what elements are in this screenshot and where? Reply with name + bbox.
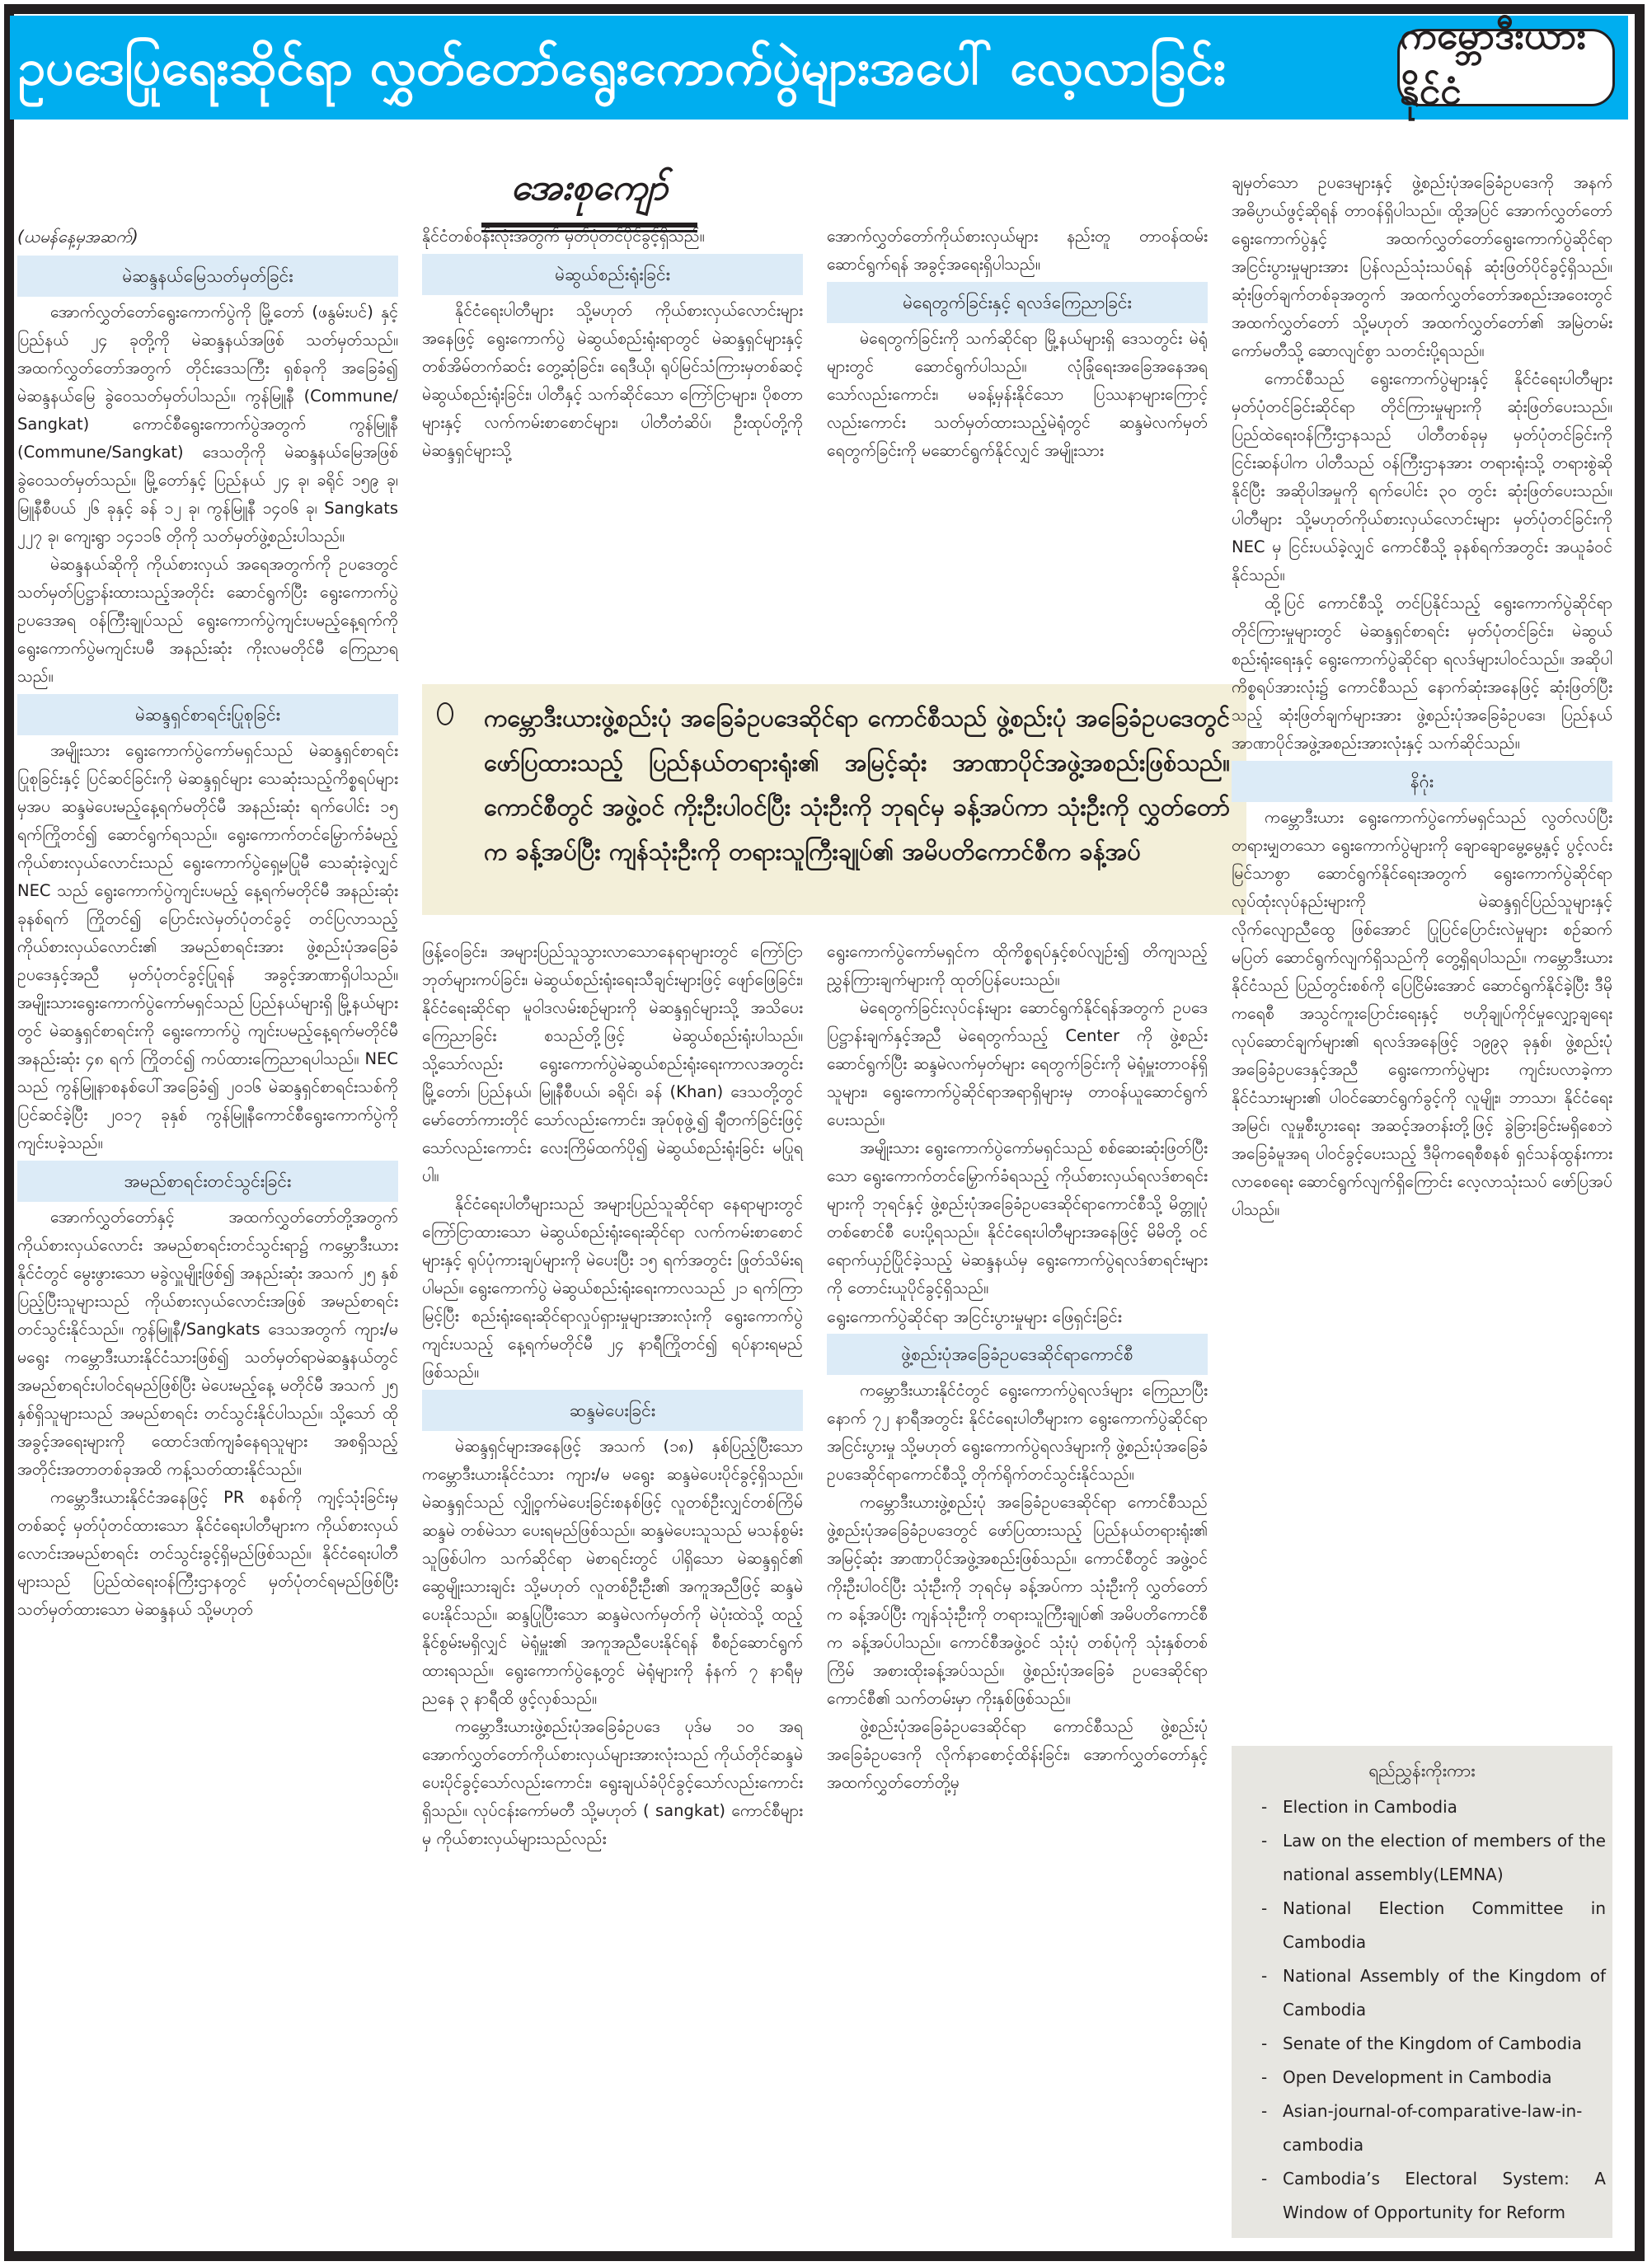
paragraph: မဲဆန္ဒရှင်များအနေဖြင့် အသက် (၁၈) နှစ်ပြည့်ပြီးသော ကမ္ဘောဒီးယားနိုင်ငံသား ကျား/မ မရွေး ဆန္ဒမဲပေးပိုင်ခွင့်ရှိသည်။ မဲဆန္ဒရှင်သည် လျှို့ဝှက်မဲပေးခြင်းစနစ်ဖြင့် လူတစ်ဦးလျှင်တစ်ကြိမ် ဆန္ဒမဲ တစ်မဲသာ ပေးရမည်ဖြစ်သည်။ ဆန္ဒမဲပေးသူသည် မသန်စွမ်းသူဖြစ်ပါက သက်ဆိုင်ရာ မဲစာရင်းတွင် ပါရှိသော မဲဆန္ဒရှင်၏ ဆွေမျိုးသားချင်း သို့မဟုတ် လူတစ်ဦးဦး၏ အကူအညီဖြင့် ဆန္ဒမဲပေးနိုင်သည်။ ဆန္ဒပြုပြီးသော ဆန္ဒမဲလက်မှတ်ကို မဲပုံးထဲသို့ ထည့်နိုင်စွမ်းမရှိလျှင် မဲရုံမှူး၏ အကူအညီပေးနိုင်ရန် စီစဉ်ဆောင်ရွက်ထားရသည်။ ရွေးကောက်ပွဲနေ့တွင် မဲရုံများကို နံနက် ၇ နာရီမှ ညနေ ၃ နာရီထိ ဖွင့်လှစ်သည်။: [422, 1437, 803, 1708]
reference-item: - Asian-journal-of-comparative-law-in-cambodia: [1261, 2095, 1606, 2162]
reference-item: - National Election Committee in Cambodia: [1261, 1892, 1606, 1959]
sub-heading: ရွေးကောက်ပွဲဆိုင်ရာ အငြင်းပွားမှုများ ဖြေရှင်းခြင်း: [827, 1307, 1122, 1326]
section-heading: ဆန္ဒမဲပေးခြင်း: [422, 1390, 803, 1431]
paragraph: ဖွဲ့စည်းပုံအခြေခံဥပဒေဆိုင်ရာ ကောင်စီသည် ဖွဲ့စည်းပုံအခြေခံဥပဒေကို လိုက်နာစောင့်ထိန်းခြင်း၊ အောက်လွှတ်တော်နှင့် အထက်လွှတ်တော်တို့မှ: [827, 1717, 1208, 1792]
title-banner: [10, 13, 1628, 120]
paragraph: အမျိုးသား ရွေးကောက်ပွဲကော်မရှင်သည် မဲဆန္ဒရှင်စာရင်း ပြုစုခြင်းနှင့် ပြင်ဆင်ခြင်းကို မဲဆန္ဒရှင်များ သေဆုံးသည့်ကိစ္စရပ်များမှအပ ဆန္ဒမဲပေးမည့်နေ့ရက်မတိုင်မီ အနည်းဆုံး ရက်ပေါင်း ၁၅ ရက်ကြိုတင်၍ ဆောင်ရွက်ရသည်။ ရွေးကောက်တင်မြှောက်ခံမည့် ကိုယ်စားလှယ်လောင်းသည် ရွေးကောက်ပွဲရှေ့မပြုမီ သေဆုံးခဲ့လျှင် NEC သည် ရွေးကောက်ပွဲကျင်းပမည့် နေ့ရက်မတိုင်မီ အနည်းဆုံး ခုနစ်ရက် ကြိုတင်၍ ပြောင်းလဲမှတ်ပုံတင်ခွင့် တင်ပြလာသည့် ကိုယ်စားလှယ်လောင်း၏ အမည်စာရင်းအား ဖွဲ့စည်းပုံအခြေခံ ဥပဒေနှင့်အညီ မှတ်ပုံတင်ခွင့်ပြုရန် အခွင့်အာဏာရှိပါသည်။ အမျိုးသားရွေးကောက်ပွဲကော်မရှင်သည် ပြည်နယ်များရှိ မြို့နယ်များတွင် မဲဆန္ဒရှင်စာရင်းကို ရွေးကောက်ပွဲ ကျင်းပမည့်နေ့ရက်မတိုင်မီ အနည်းဆုံး ၄၈ ရက် ကြိုတင်၍ ကပ်ထားကြေညာရပါသည်။ NEC သည် ကွန်မြူနာစနစ်ပေါ်အခြေခံ၍ ၂၀၁၆ မဲဆန္ဒရှင်စာရင်းသစ်ကို ပြင်ဆင်ခဲ့ပြီး ၂၀၁၇ ခုနှစ် ကွန်မြူနီကောင်စီရွေးကောက်ပွဲကို ကျင်းပခဲ့သည်။: [17, 741, 398, 1152]
article-title: ဥပဒေပြုရေးဆိုင်ရာ လွှတ်တော်ရွေးကောက်ပွဲများအပေါ် လေ့လာခြင်း: [18, 39, 1227, 96]
references-list: [1261, 1790, 1606, 2230]
paragraph: အောက်လွှတ်တော်ကိုယ်စားလှယ်များ နည်းတူ တာဝန်ထမ်းဆောင်ရွက်ရန် အခွင့်အရေးရှိပါသည်။: [827, 227, 1208, 274]
paragraph: မဲရေတွက်ခြင်းကို သက်ဆိုင်ရာ မြို့နယ်များရှိ ဒေသတွင်း မဲရုံများတွင် ဆောင်ရွက်ပါသည်။ လုံခြုံရေးအခြေအနေအရသော်လည်းကောင်း၊ မခန့်မှန်းနိုင်သော ပြဿနာများကြောင့်လည်းကောင်း သတ်မှတ်ထားသည့်မဲရုံတွင် ဆန္ဒမဲလက်မှတ် ရေတွက်ခြင်းကို မဆောင်ရွက်နိုင်လျှင် အမျိုးသား: [827, 329, 1208, 460]
paragraph: မဲဆန္ဒနယ်ဆိုကို ကိုယ်စားလှယ် အရေအတွက်ကို ဥပဒေတွင် သတ်မှတ်ပြဋ္ဌာန်းထားသည့်အတိုင်း ဆောင်ရွက်ပြီး ရွေးကောက်ပွဲဥပဒေအရ ဝန်ကြီးချုပ်သည် ရွေးကောက်ပွဲကျင်းပမည့်နေ့ရက်ကို ရွေးကောက်ပွဲမကျင်းပမီ အနည်းဆုံး ကိုးလမတိုင်မီ ကြေညာရသည်။: [17, 555, 398, 686]
paragraph: အောက်လွှတ်တော်ရွေးကောက်ပွဲကို မြို့တော် (ဖနွမ်းပင်) နှင့် ပြည်နယ် ၂၄ ခုတို့ကို မဲဆန္ဒနယ်အဖြစ် သတ်မှတ်သည်။ အထက်လွှတ်တော်အတွက် တိုင်းဒေသကြီး ရှစ်ခုကို အခြေခံ၍ မဲဆန္ဒနယ်မြေ ခွဲဝေသတ်မှတ်ပါသည်။ ကွန်မြူနီ (Commune/ Sangkat) ကောင်စီရွေးကောက်ပွဲအတွက် ကွန်မြူနီ (Commune/Sangkat) ဒေသတိုကို မဲဆန္ဒနယ်မြေအဖြစ် ခွဲဝေသတ်မှတ်သည်။ မြို့တော်နှင့် ပြည်နယ် ၂၄ ခု၊ ခရိုင် ၁၅၉ ခု၊ မြူနီစီပယ် ၂၆ ခုနှင့် ခန် ၁၂ ခု၊ ကွန်မြူနီ ၁၄၀၆ ခု၊ Sangkats ၂၂၇ ခု၊ ကျေးရွာ ၁၄၁၁၆ တိုကို သတ်မှတ်ဖွဲ့စည်းပါသည်။: [17, 303, 398, 546]
dash-bullet-icon: -: [1261, 2034, 1268, 2053]
circle-bullet-icon: [437, 702, 453, 725]
section-heading: မဲရေတွက်ခြင်းနှင့် ရလဒ်ကြေညာခြင်း: [827, 282, 1208, 323]
reference-item: - Cambodia’s Electoral System: A Window of Opportunity for Reform: [1261, 2162, 1606, 2230]
dash-bullet-icon: -: [1261, 2101, 1268, 2121]
section-heading: ဖွဲ့စည်းပုံအခြေခံဥပဒေဆိုင်ရာကောင်စီ: [827, 1334, 1208, 1375]
section-heading: နိဂုံး: [1232, 761, 1612, 802]
references-title: ရည်ညွှန်းကိုးကား: [1368, 1761, 1476, 1780]
section-heading: မဲဆန္ဒနယ်မြေသတ်မှတ်ခြင်း: [17, 256, 398, 297]
paragraph: ကမ္ဘောဒီးယားနိုင်ငံအနေဖြင့် PR စနစ်ကို ကျင့်သုံးခြင်းမှတစ်ဆင့် မှတ်ပုံတင်ထားသော နိုင်ငံရေးပါတီများက ကိုယ်စားလှယ်လောင်းအမည်စာရင်း တင်သွင်းခွင့်ရှိမည်ဖြစ်သည်။ နိုင်ငံရေးပါတီများသည် ပြည်ထဲရေးဝန်ကြီးဌာနတွင် မှတ်ပုံတင်ရမည်ဖြစ်ပြီး သတ်မှတ်ထားသော မဲဆန္ဒနယ် သို့မဟုတ်: [17, 1488, 398, 1619]
country-label: ကမ္ဘောဒီးယားနိုင်ငံ: [1397, 29, 1615, 106]
paragraph: ကမ္ဘောဒီးယားနိုင်ငံတွင် ရွေးကောက်ပွဲရလဒ်များ ကြေညာပြီးနောက် ၇၂ နာရီအတွင်း နိုင်ငံရေးပါတီများက ရွေးကောက်ပွဲဆိုင်ရာ အငြင်းပွားမှု သို့မဟုတ် ရွေးကောက်ပွဲရလဒ်များကို ဖွဲ့စည်းပုံအခြေခံဥပဒေဆိုင်ရာကောင်စီသို့ တိုက်ရိုက်တင်သွင်းနိုင်သည်။: [827, 1381, 1208, 1484]
author-name: အေးစုကျော်: [510, 167, 669, 209]
section-heading: မဲဆန္ဒရှင်စာရင်းပြုစုခြင်း: [17, 694, 398, 735]
paragraph: အမျိုးသား ရွေးကောက်ပွဲကော်မရှင်သည် စစ်ဆေးဆုံးဖြတ်ပြီးသော ရွေးကောက်တင်မြှောက်ခံရသည့် ကိုယ်စားလှယ်ရလဒ်စာရင်းများကို ဘုရင်နှင့် ဖွဲ့စည်းပုံအခြေခံဥပဒေဆိုင်ရာကောင်စီသို့ မိတ္တူပုံတစ်စောင်စီ ပေးပို့ရသည်။ နိုင်ငံရေးပါတီများအနေဖြင့် မိမိတို့ ဝင်ရောက်ယှဉ်ပြိုင်ခဲ့သည့် မဲဆန္ဒနယ်မှ ရွေးကောက်ပွဲရလဒ်စာရင်းများကို တောင်းယူပိုင်ခွင့်ရှိသည်။: [827, 1138, 1208, 1297]
column-3-bottom: [827, 938, 1208, 1797]
reference-item: - Election in Cambodia: [1261, 1790, 1606, 1824]
paragraph: ကောင်စီသည် ရွေးကောက်ပွဲများနှင့် နိုင်ငံရေးပါတီများမှတ်ပုံတင်ခြင်းဆိုင်ရာ တိုင်ကြားမှုများကို ဆုံးဖြတ်ပေးသည်။ ပြည်ထဲရေးဝန်ကြီးဌာနသည် ပါတီတစ်ခုမှ မှတ်ပုံတင်ခြင်းကို ငြင်းဆန်ပါက ပါတီသည် ဝန်ကြီးဌာနအား တရားရုံးသို့ တရားစွဲဆို နိုင်ပြီး အဆိုပါအမှုကို ရက်ပေါင်း ၃၀ တွင်း ဆုံးဖြတ်ပေးသည်။ ပါတီများ သို့မဟုတ်ကိုယ်စားလှယ်လောင်းများ မှတ်ပုံတင်ခြင်းကို NEC မှ ငြင်းပယ်ခဲ့လျှင် ကောင်စီသို့ ခုနစ်ရက်အတွင်း အယူခံဝင်နိုင်သည်။: [1232, 369, 1612, 584]
reference-item: - National Assembly of the Kingdom of Cambodia: [1261, 1959, 1606, 2027]
paragraph: ထို့ပြင် ကောင်စီသို့ တင်ပြနိုင်သည့် ရွေးကောက်ပွဲဆိုင်ရာ တိုင်ကြားမှုများတွင် မဲဆန္ဒရှင်စာရင်း မှတ်ပုံတင်ခြင်း၊ မဲဆွယ်စည်းရုံးရေးနှင့် ရွေးကောက်ပွဲဆိုင်ရာ ရလဒ်များပါဝင်သည်။ အဆိုပါကိစ္စရပ်အားလုံး၌ ကောင်စီသည် နောက်ဆုံးအနေဖြင့် ဆုံးဖြတ်ပြီးသည့် ဆုံးဖြတ်ချက်များအား ဖွဲ့စည်းပုံအခြေခံဥပဒေ၊ ပြည်နယ်အာဏာပိုင်အဖွဲ့အစည်းအားလုံးနှင့် သက်ဆိုင်သည်။: [1232, 593, 1612, 753]
paragraph: ရွေးကောက်ပွဲကော်မရှင်က ထိုကိစ္စရပ်နှင့်စပ်လျဉ်း၍ တိကျသည့်ညွှန်ကြားချက်များကို ထုတ်ပြန်ပေးသည်။: [827, 942, 1208, 989]
column-2-bottom: [422, 938, 803, 1853]
paragraph: နိုင်ငံရေးပါတီများသည် အများပြည်သူဆိုင်ရာ နေရာများတွင် ကြော်ငြာထားသော မဲဆွယ်စည်းရုံးရေးဆိုင်ရာ လက်ကမ်းစာစောင်များနှင့် ရုပ်ပုံကားချပ်များကို မဲပေးပြီး ၁၅ ရက်အတွင်း ဖြုတ်သိမ်းရပါမည်။ ရွေးကောက်ပွဲ မဲဆွယ်စည်းရုံးရေးကာလသည် ၂၁ ရက်ကြာမြင့်ပြီး စည်းရုံးရေးဆိုင်ရာလှုပ်ရှားမှုများအားလုံးကို ရွေးကောက်ပွဲကျင်းပသည့် နေ့ရက်မတိုင်မီ ၂၄ နာရီကြိုတင်၍ ရပ်နားရမည်ဖြစ်သည်။: [422, 1194, 803, 1382]
paragraph: ကမ္ဘောဒီးယားဖွဲ့စည်းပုံ အခြေခံဥပဒေဆိုင်ရာ ကောင်စီသည် ဖွဲ့စည်းပုံအခြေခံဥပဒေတွင် ဖော်ပြထားသည့် ပြည်နယ်တရားရုံး၏ အမြင့်ဆုံး အာဏာပိုင်အဖွဲ့အစည်းဖြစ်သည်။ ကောင်စီတွင် အဖွဲ့ဝင် ကိုးဦးပါဝင်ပြီး သုံးဦးကို ဘုရင်မှ ခန့်အပ်ကာ သုံးဦးကို လွှတ်တော်က ခန့်အပ်ပြီး ကျန်သုံးဦးကို တရားသူကြီးချုပ်၏ အမိပတိကောင်စီက ခန့်အပ်ပါသည်။ ကောင်စီအဖွဲ့ဝင် သုံးပုံ တစ်ပုံကို သုံးနှစ်တစ်ကြိမ် အစားထိုးခန့်အပ်သည်။ ဖွဲ့စည်းပုံအခြေခံ ဥပဒေဆိုင်ရာကောင်စီ၏ သက်တမ်းမှာ ကိုးနှစ်ဖြစ်သည်။: [827, 1493, 1208, 1708]
reference-item: - Open Development in Cambodia: [1261, 2061, 1606, 2095]
paragraph: နိုင်ငံရေးပါတီများ သို့မဟုတ် ကိုယ်စားလှယ်လောင်းများအနေဖြင့် ရွေးကောက်ပွဲ မဲဆွယ်စည်းရုံးရာတွင် မဲဆန္ဒရှင်များနှင့် တစ်အိမ်တက်ဆင်း တွေ့ဆုံခြင်း၊ ရေဒီယို၊ ရုပ်မြင်သံကြားမှတစ်ဆင့် မဲဆွယ်စည်းရုံးခြင်း၊ ပါတီနှင့် သက်ဆိုင်သော ကြော်ငြာများ၊ ပိုစတာများနှင့် လက်ကမ်းစာစောင်များ၊ ပါတီတံဆိပ်၊ ဦးထုပ်တို့ကို မဲဆန္ဒရှင်များသို့: [422, 301, 803, 460]
dash-bullet-icon: -: [1261, 1831, 1268, 1851]
continued-note: (ယမန်နေ့မှအဆက်): [17, 227, 138, 246]
paragraph: အောက်လွှတ်တော်နှင့် အထက်လွှတ်တော်တို့အတွက် ကိုယ်စားလှယ်လောင်း အမည်စာရင်းတင်သွင်းရာ၌ ကမ္ဘောဒီးယားနိုင်ငံတွင် မွေးဖွားသော မခွဲလှူမျိုးဖြစ်၍ အနည်းဆုံး အသက် ၂၅ နှစ်ပြည့်ပြီးသူများသည် ကိုယ်စားလှယ်လောင်းအဖြစ် အမည်စာရင်း တင်သွင်းနိုင်သည်။ ကွန်မြူနီ/Sangkats ဒေသအတွက် ကျား/မ မရွေး ကမ္ဘောဒီးယားနိုင်ငံသားဖြစ်၍ သတ်မှတ်ရာမဲဆန္ဒနယ်တွင် အမည်စာရင်းပါဝင်ရမည်ဖြစ်ပြီး မဲပေးမည့်နေ့ မတိုင်မီ အသက် ၂၅ နှစ်ရှိသူများသည် အမည်စာရင်း တင်သွင်းနိုင်ပါသည်။ သို့သော် ထိုအခွင့်အရေးများကို ထောင်ဒဏ်ကျခံနေရသူများ အစရှိသည့် အတိုင်းအတာတစ်ခုအထိ ကန့်သတ်ထားနိုင်သည်။: [17, 1208, 398, 1479]
dash-bullet-icon: -: [1261, 1797, 1268, 1817]
paragraph: ကမ္ဘောဒီးယားဖွဲ့စည်းပုံအခြေခံဥပဒေ ပုဒ်မ ၁၀ အရ အောက်လွှတ်တော်ကိုယ်စားလှယ်များအားလုံးသည် ကိုယ်တိုင်ဆန္ဒမဲပေးပိုင်ခွင့်သော်လည်းကောင်း၊ ရွေးချယ်ခံပိုင်ခွင့်သော်လည်းကောင်း ရှိသည်။ လုပ်ငန်းကော်မတီ သို့မဟုတ် ( sangkat) ကောင်စီများမှ ကိုယ်စားလှယ်များသည်လည်း: [422, 1717, 803, 1848]
column-1: [17, 223, 398, 1624]
column-2-top: [422, 223, 803, 465]
dash-bullet-icon: -: [1261, 1898, 1268, 1918]
paragraph: ကမ္ဘောဒီးယား ရွေးကောက်ပွဲကော်မရှင်သည် လွတ်လပ်ပြီး တရားမျှတသော ရွေးကောက်ပွဲများကို ချောချောမွေ့မွေ့နှင့် ပွင့်လင်းမြင်သာစွာ ဆောင်ရွက်နိုင်ရေးအတွက် ရွေးကောက်ပွဲဆိုင်ရာ လုပ်ထုံးလုပ်နည်းများကို မဲဆန္ဒရှင်ပြည်သူများနှင့် လိုက်လျောညီထွေ ဖြစ်အောင် ပြုပြင်ပြောင်းလဲမှုများ စဉ်ဆက်မပြတ် ဆောင်ရွက်လျက်ရှိသည်ကို တွေ့ရှိရပါသည်။ ကမ္ဘောဒီးယားနိုင်ငံသည် ပြည်တွင်းစစ်ကို ပြေငြိမ်းအောင် ဆောင်ရွက်နိုင်ခဲ့ပြီး ဒီမိုကရေစီ အသွင်ကူးပြောင်းရေးနှင့် ဗဟိုချုပ်ကိုင်မှုလျှော့ချရေးလုပ်ဆောင်ချက်များ၏ ရလဒ်အနေဖြင့် ၁၉၉၃ ခုနှစ်၊ ဖွဲ့စည်းပုံအခြေခံဥပဒေနှင့်အညီ ရွေးကောက်ပွဲများ ကျင်းပလာခဲ့ကာ နိုင်ငံသားများ၏ ပါဝင်ဆောင်ရွက်ခွင့်ကို လူမျိုး၊ ဘာသာ၊ နိုင်ငံရေး အမြင်၊ လူမှုစီးပွားရေး အဆင့်အတန်းတို့ဖြင့် ခွဲခြားခြင်းမရှိစေဘဲ အခြေခံမူအရ ပါဝင်ခွင့်ပေးသည့် ဒီမိုကရေစီစနစ် ရှင်သန်ထွန်းကားလာစေရေး ဆောင်ရွက်လျက်ရှိကြောင်း လေ့လာသုံးသပ် ဖော်ပြအပ်ပါသည်။: [1232, 808, 1612, 1219]
paragraph: မဲရေတွက်ခြင်းလုပ်ငန်းများ ဆောင်ရွက်နိုင်ရန်အတွက် ဥပဒေပြဋ္ဌာန်းချက်နှင့်အညီ မဲရေတွက်သည့် Center ကို ဖွဲ့စည်းဆောင်ရွက်ပြီး ဆန္ဒမဲလက်မှတ်များ ရေတွက်ခြင်းကို မဲရုံမှူးတာဝန်ရှိသူများ၊ ရွေးကောက်ပွဲဆိုင်ရာအရာရှိများမှ တာဝန်ယူဆောင်ရွက်ပေးသည်။: [827, 998, 1208, 1129]
column-3-top: [827, 223, 1208, 465]
paragraph: နိုင်ငံတစ်ဝန်းလုံးအတွက် မှတ်ပုံတင်ပိုင်ခွင့်ရှိသည်။: [422, 227, 705, 246]
section-heading: မဲဆွယ်စည်းရုံးခြင်း: [422, 254, 803, 295]
dash-bullet-icon: -: [1261, 2067, 1268, 2087]
dash-bullet-icon: -: [1261, 2169, 1268, 2189]
reference-item: - Senate of the Kingdom of Cambodia: [1261, 2027, 1606, 2061]
column-4: [1232, 169, 1612, 1224]
pull-quote: [422, 684, 1246, 915]
pull-quote-text: ကမ္ဘောဒီးယားဖွဲ့စည်းပုံ အခြေခံဥပဒေဆိုင်ရာ ကောင်စီသည် ဖွဲ့စည်းပုံ အခြေခံဥပဒေတွင် ဖော်ပြထားသည့် ပြည်နယ်တရားရုံး၏ အမြင့်ဆုံး အာဏာပိုင်အဖွဲ့အစည်းဖြစ်သည်။ ကောင်စီတွင် အဖွဲ့ဝင် ကိုးဦးပါဝင်ပြီး သုံးဦးကို ဘုရင်မှ ခန့်အပ်ကာ သုံးဦးကို လွှတ်တော်က ခန့်အပ်ပြီး ကျန်သုံးဦးကို တရားသူကြီးချုပ်၏ အမိပတိကောင်စီက ခန့်အပ်: [484, 704, 1230, 866]
paragraph: ချမှတ်သော ဥပဒေများနှင့် ဖွဲ့စည်းပုံအခြေခံဥပဒေကို အနက်အဓိပ္ပာယ်ဖွင့်ဆိုရန် တာဝန်ရှိပါသည်။ ထို့အပြင် အောက်လွှတ်တော်ရွေးကောက်ပွဲနှင့် အထက်လွှတ်တော်ရွေးကောက်ပွဲဆိုင်ရာ အငြင်းပွားမှုများအား ပြန်လည်သုံးသပ်ရန် ဆုံးဖြတ်ပိုင်ခွင့်ရှိသည်။ ဆုံးဖြတ်ချက်တစ်ခုအတွက် အထက်လွှတ်တော်အစည်းအဝေးတွင် အထက်လွှတ်တော် သို့မဟုတ် အထက်လွှတ်တော်၏ အမြဲတမ်းကော်မတီသို့ ဆောလျင်စွာ သတင်းပို့ရသည်။: [1232, 173, 1612, 360]
section-heading: အမည်စာရင်းတင်သွင်းခြင်း: [17, 1161, 398, 1202]
paragraph: ဖြန့်ဝေခြင်း၊ အများပြည်သူသွားလာသောနေရာများတွင် ကြော်ငြာဘုတ်များကပ်ခြင်း၊ မဲဆွယ်စည်းရုံးရေးသီချင်းများဖြင့် ဖျော်ဖြေခြင်း၊ နိုင်ငံရေးဆိုင်ရာ မူဝါဒလမ်းစဉ်များကို မဲဆန္ဒရှင်များသို့ အသိပေးကြေညာခြင်း စသည်တို့ဖြင့် မဲဆွယ်စည်းရုံးပါသည်။ သို့သော်လည်း ရွေးကောက်ပွဲမဲဆွယ်စည်းရုံးရေးကာလအတွင်း မြို့တော်၊ ပြည်နယ်၊ မြူနီစီပယ်၊ ခရိုင်၊ ခန် (Khan) ဒေသတို့တွင် မော်တော်ကားတိုင် သော်လည်းကောင်း၊ အုပ်စုဖွဲ့၍ ချီတက်ခြင်းဖြင့် သော်လည်းကောင်း လေးကြိမ်ထက်ပို၍ မဲဆွယ်စည်းရုံးခြင်း မပြုရပါ။: [422, 942, 803, 1185]
references-box: [1232, 1746, 1612, 2238]
reference-item: - Law on the election of members of the national assembly(LEMNA): [1261, 1824, 1606, 1892]
dash-bullet-icon: -: [1261, 1966, 1268, 1986]
